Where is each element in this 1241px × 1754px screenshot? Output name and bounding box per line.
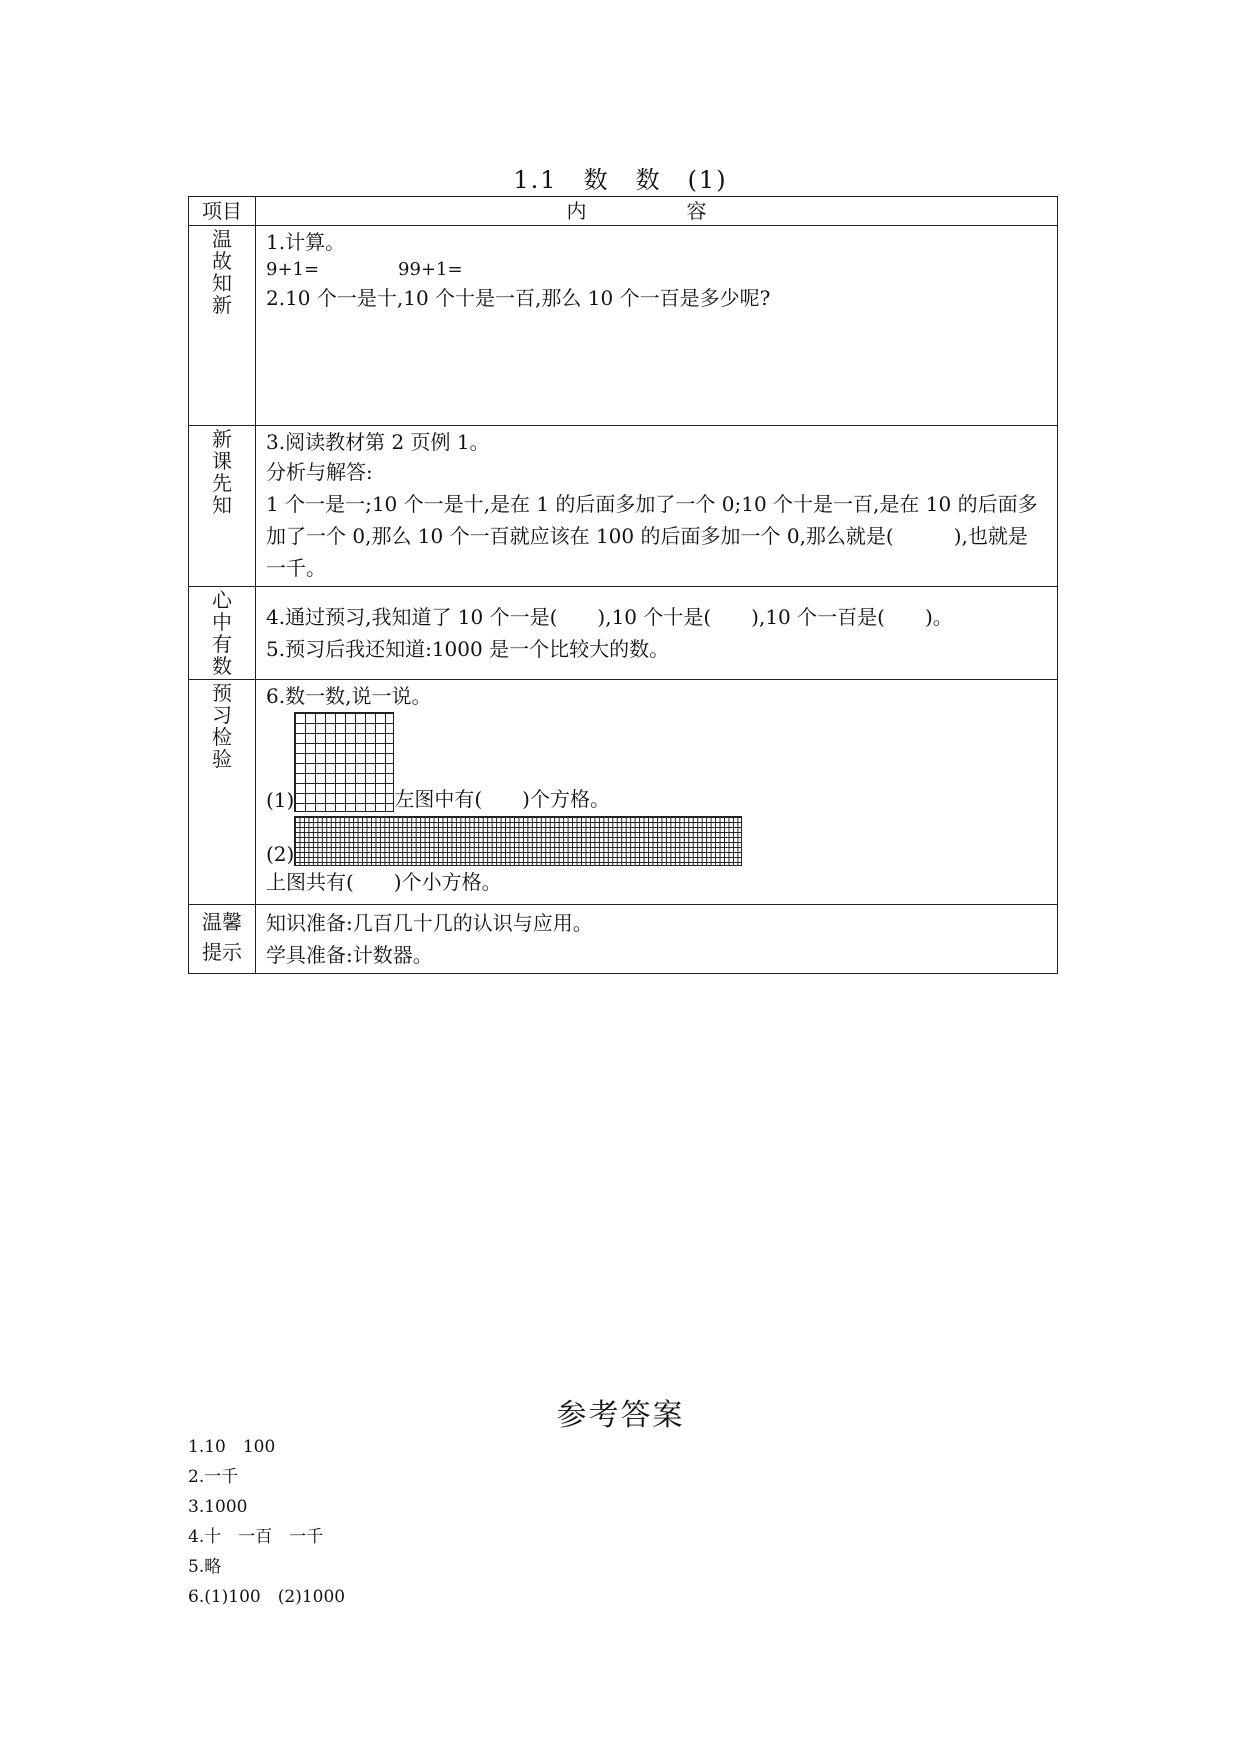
answer-item: 5.略 (188, 1557, 222, 1577)
grid-item-1 (266, 712, 1047, 812)
grid-1-number: (1) (266, 788, 295, 812)
header-item: 项目 (189, 197, 256, 226)
thousand-grid (294, 816, 742, 866)
analysis-line: 一千。 (266, 556, 326, 580)
analysis-line: 1 个一是一;10 个一是十,是在 1 的后面多加了一个 0;10 个十是一百,是在 10 的后面多 (266, 492, 1038, 516)
grid-1-question: 左图中有( )个方格。 (394, 787, 610, 811)
answer-item: 1.10 100 (188, 1437, 276, 1457)
question-4: 4.通过预习,我知道了 10 个一是( ),10 个十是( ),10 个一百是( )。 (266, 605, 953, 629)
question-6: 6.数一数,说一说。 (266, 684, 432, 708)
answer-item: 6.(1)100 (2)1000 (188, 1587, 346, 1607)
analysis-line: 加了一个 0,那么 10 个一百就应该在 100 的后面多加一个 0,那么就是( ),也就是 (266, 524, 1028, 548)
answers-list (188, 1432, 345, 1612)
page-title: 1.1 数 数 (1) (513, 166, 728, 194)
tip-knowledge: 知识准备:几百几十几的认识与应用。 (266, 911, 593, 935)
row-content (256, 226, 1058, 426)
grid-2-number: (2) (266, 842, 295, 866)
grid-item-2 (266, 816, 1047, 866)
row-content (256, 587, 1058, 680)
table-row (189, 905, 1058, 974)
calc-line: 9+1= 99+1= (266, 259, 463, 280)
row-content (256, 426, 1058, 587)
table-row (189, 226, 1058, 426)
row-label: 心 中 有 数 (189, 587, 256, 680)
answer-item: 3.1000 (188, 1497, 248, 1517)
answer-item: 2.一千 (188, 1467, 239, 1487)
row-label: 温馨 提示 (189, 905, 256, 974)
row-content (256, 680, 1058, 905)
answer-item: 4.十 一百 一千 (188, 1527, 324, 1547)
analysis-heading: 分析与解答: (266, 460, 373, 484)
table-row (189, 680, 1058, 905)
answers-title: 参考答案 (556, 1398, 685, 1433)
grid-2-question: 上图共有( )个小方格。 (266, 870, 502, 894)
table-header-row (189, 197, 1058, 226)
row-label: 新 课 先 知 (189, 426, 256, 587)
tip-tools: 学具准备:计数器。 (266, 943, 433, 967)
table-row (189, 587, 1058, 680)
question-1: 1.计算。 (266, 230, 346, 254)
row-label: 温 故 知 新 (189, 226, 256, 426)
question-5: 5.预习后我还知道:1000 是一个比较大的数。 (266, 637, 670, 661)
row-label: 预 习 检 验 (189, 680, 256, 905)
question-2: 2.10 个一是十,10 个十是一百,那么 10 个一百是多少呢? (266, 286, 771, 310)
table-row (189, 426, 1058, 587)
header-content: 内 容 (256, 197, 1058, 226)
worksheet-table (188, 196, 1058, 974)
row-content (256, 905, 1058, 974)
question-3: 3.阅读教材第 2 页例 1。 (266, 430, 490, 454)
hundred-grid (294, 712, 394, 812)
